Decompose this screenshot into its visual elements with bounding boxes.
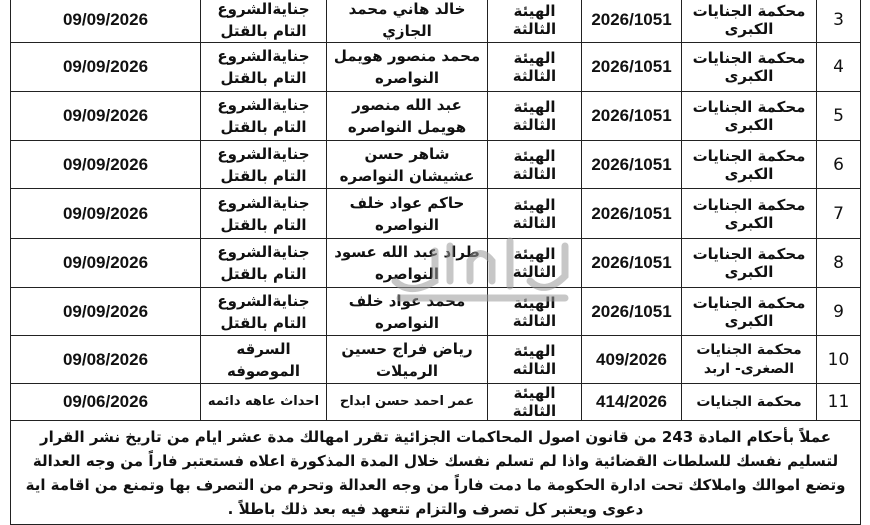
charge: جنايةالشروع التام بالقتل [201, 288, 327, 336]
table-row [11, 43, 861, 92]
table-row [11, 239, 861, 288]
row-number: 10 [817, 336, 861, 384]
case-number: 2026/1051 [582, 141, 682, 189]
panel-name: الهيئة الثالثة [488, 239, 582, 288]
case-number: 2026/1051 [582, 288, 682, 336]
panel-name: الهيئة الثالثة [488, 43, 582, 92]
date: 09/09/2026 [11, 0, 201, 43]
date: 09/09/2026 [11, 288, 201, 336]
date: 09/09/2026 [11, 189, 201, 239]
court-name: محكمة الجنايات الكبرى [682, 141, 817, 189]
charge: احداث عاهه دائمه [201, 384, 327, 421]
date: 09/09/2026 [11, 141, 201, 189]
notice-row [11, 421, 861, 525]
row-number: 11 [817, 384, 861, 421]
case-number: 414/2026 [582, 384, 682, 421]
charge: جنايةالشروع التام بالقتل [201, 43, 327, 92]
charge: جنايةالشروع التام بالقتل [201, 239, 327, 288]
court-name: محكمة الجنايات الكبرى [682, 43, 817, 92]
person-name: حاكم عواد خلف النواصره [327, 189, 488, 239]
date: 09/09/2026 [11, 43, 201, 92]
panel-name: الهيئة الثالثه [488, 336, 582, 384]
panel-name: الهيئة الثالثة [488, 92, 582, 141]
table-row [11, 384, 861, 421]
person-name: محمد عواد خلف النواصره [327, 288, 488, 336]
date: 09/06/2026 [11, 384, 201, 421]
charge: السرقه الموصوفه [201, 336, 327, 384]
row-number: 5 [817, 92, 861, 141]
person-name: شاهر حسن عشيشان النواصره [327, 141, 488, 189]
case-number: 2026/1051 [582, 189, 682, 239]
row-number: 3 [817, 0, 861, 43]
court-name: محكمة الجنايات الكبرى [682, 0, 817, 43]
row-number: 9 [817, 288, 861, 336]
case-number: 2026/1051 [582, 43, 682, 92]
date: 09/08/2026 [11, 336, 201, 384]
case-number: 409/2026 [582, 336, 682, 384]
panel-name: الهيئة الثالثة [488, 288, 582, 336]
charge: جنايةالشروع التام بالقتل [201, 92, 327, 141]
row-number: 6 [817, 141, 861, 189]
table-row [11, 92, 861, 141]
court-name: محكمة الجنايات الكبرى [682, 239, 817, 288]
person-name: محمد منصور هويمل النواصره [327, 43, 488, 92]
row-number: 4 [817, 43, 861, 92]
table-row [11, 336, 861, 384]
court-name: محكمة الجنايات الكبرى [682, 288, 817, 336]
table-row [11, 0, 861, 43]
court-name: محكمة الجنايات الكبرى [682, 189, 817, 239]
legal-notice: عملاً بأحكام المادة 243 من قانون اصول المحاكمات الجزائية تقرر امهالك مدة عشر ايام من تاريخ نشر القرار لتسليم نفسك للسلطات القضائية واذا لم تسلم نفسك خلال المدة المذكورة اعلاه فستعتبر فاراً من وجه العدالة وتضع اموالك واملاكك تحت ادارة الحكومة ما دمت فاراً من وجه العدالة وتحرم من التصرف بها وتمنع من اقامة اية دعوى ويعتبر كل تصرف والتزام تتعهد فيه بعد ذلك باطلاً . [11, 421, 861, 525]
row-number: 7 [817, 189, 861, 239]
court-name: محكمة الجنايات [682, 384, 817, 421]
row-number: 8 [817, 239, 861, 288]
charge: جنايةالشروع التام بالقتل [201, 141, 327, 189]
panel-name: الهيئة الثالثة [488, 189, 582, 239]
date: 09/09/2026 [11, 92, 201, 141]
court-name: محكمة الجنايات الصغرى- اربد [682, 336, 817, 384]
panel-name: الهيئة الثالثة [488, 141, 582, 189]
person-name: طراد عبد الله عسود النواصره [327, 239, 488, 288]
table-row [11, 288, 861, 336]
panel-name: الهيئة الثالثة [488, 384, 582, 421]
charge: جنايةالشروع التام بالقتل [201, 189, 327, 239]
case-number: 2026/1051 [582, 0, 682, 43]
person-name: عمر احمد حسن ابداح [327, 384, 488, 421]
person-name: عبد الله منصور هويمل النواصره [327, 92, 488, 141]
court-name: محكمة الجنايات الكبرى [682, 92, 817, 141]
person-name: خالد هاني محمد الجازي [327, 0, 488, 43]
date: 09/09/2026 [11, 239, 201, 288]
wanted-persons-table [10, 0, 861, 525]
person-name: رياض فراج حسين الرميلات [327, 336, 488, 384]
table-row [11, 141, 861, 189]
case-number: 2026/1051 [582, 92, 682, 141]
table-row [11, 189, 861, 239]
case-number: 2026/1051 [582, 239, 682, 288]
panel-name: الهيئة الثالثة [488, 0, 582, 43]
charge: جنايةالشروع التام بالقتل [201, 0, 327, 43]
